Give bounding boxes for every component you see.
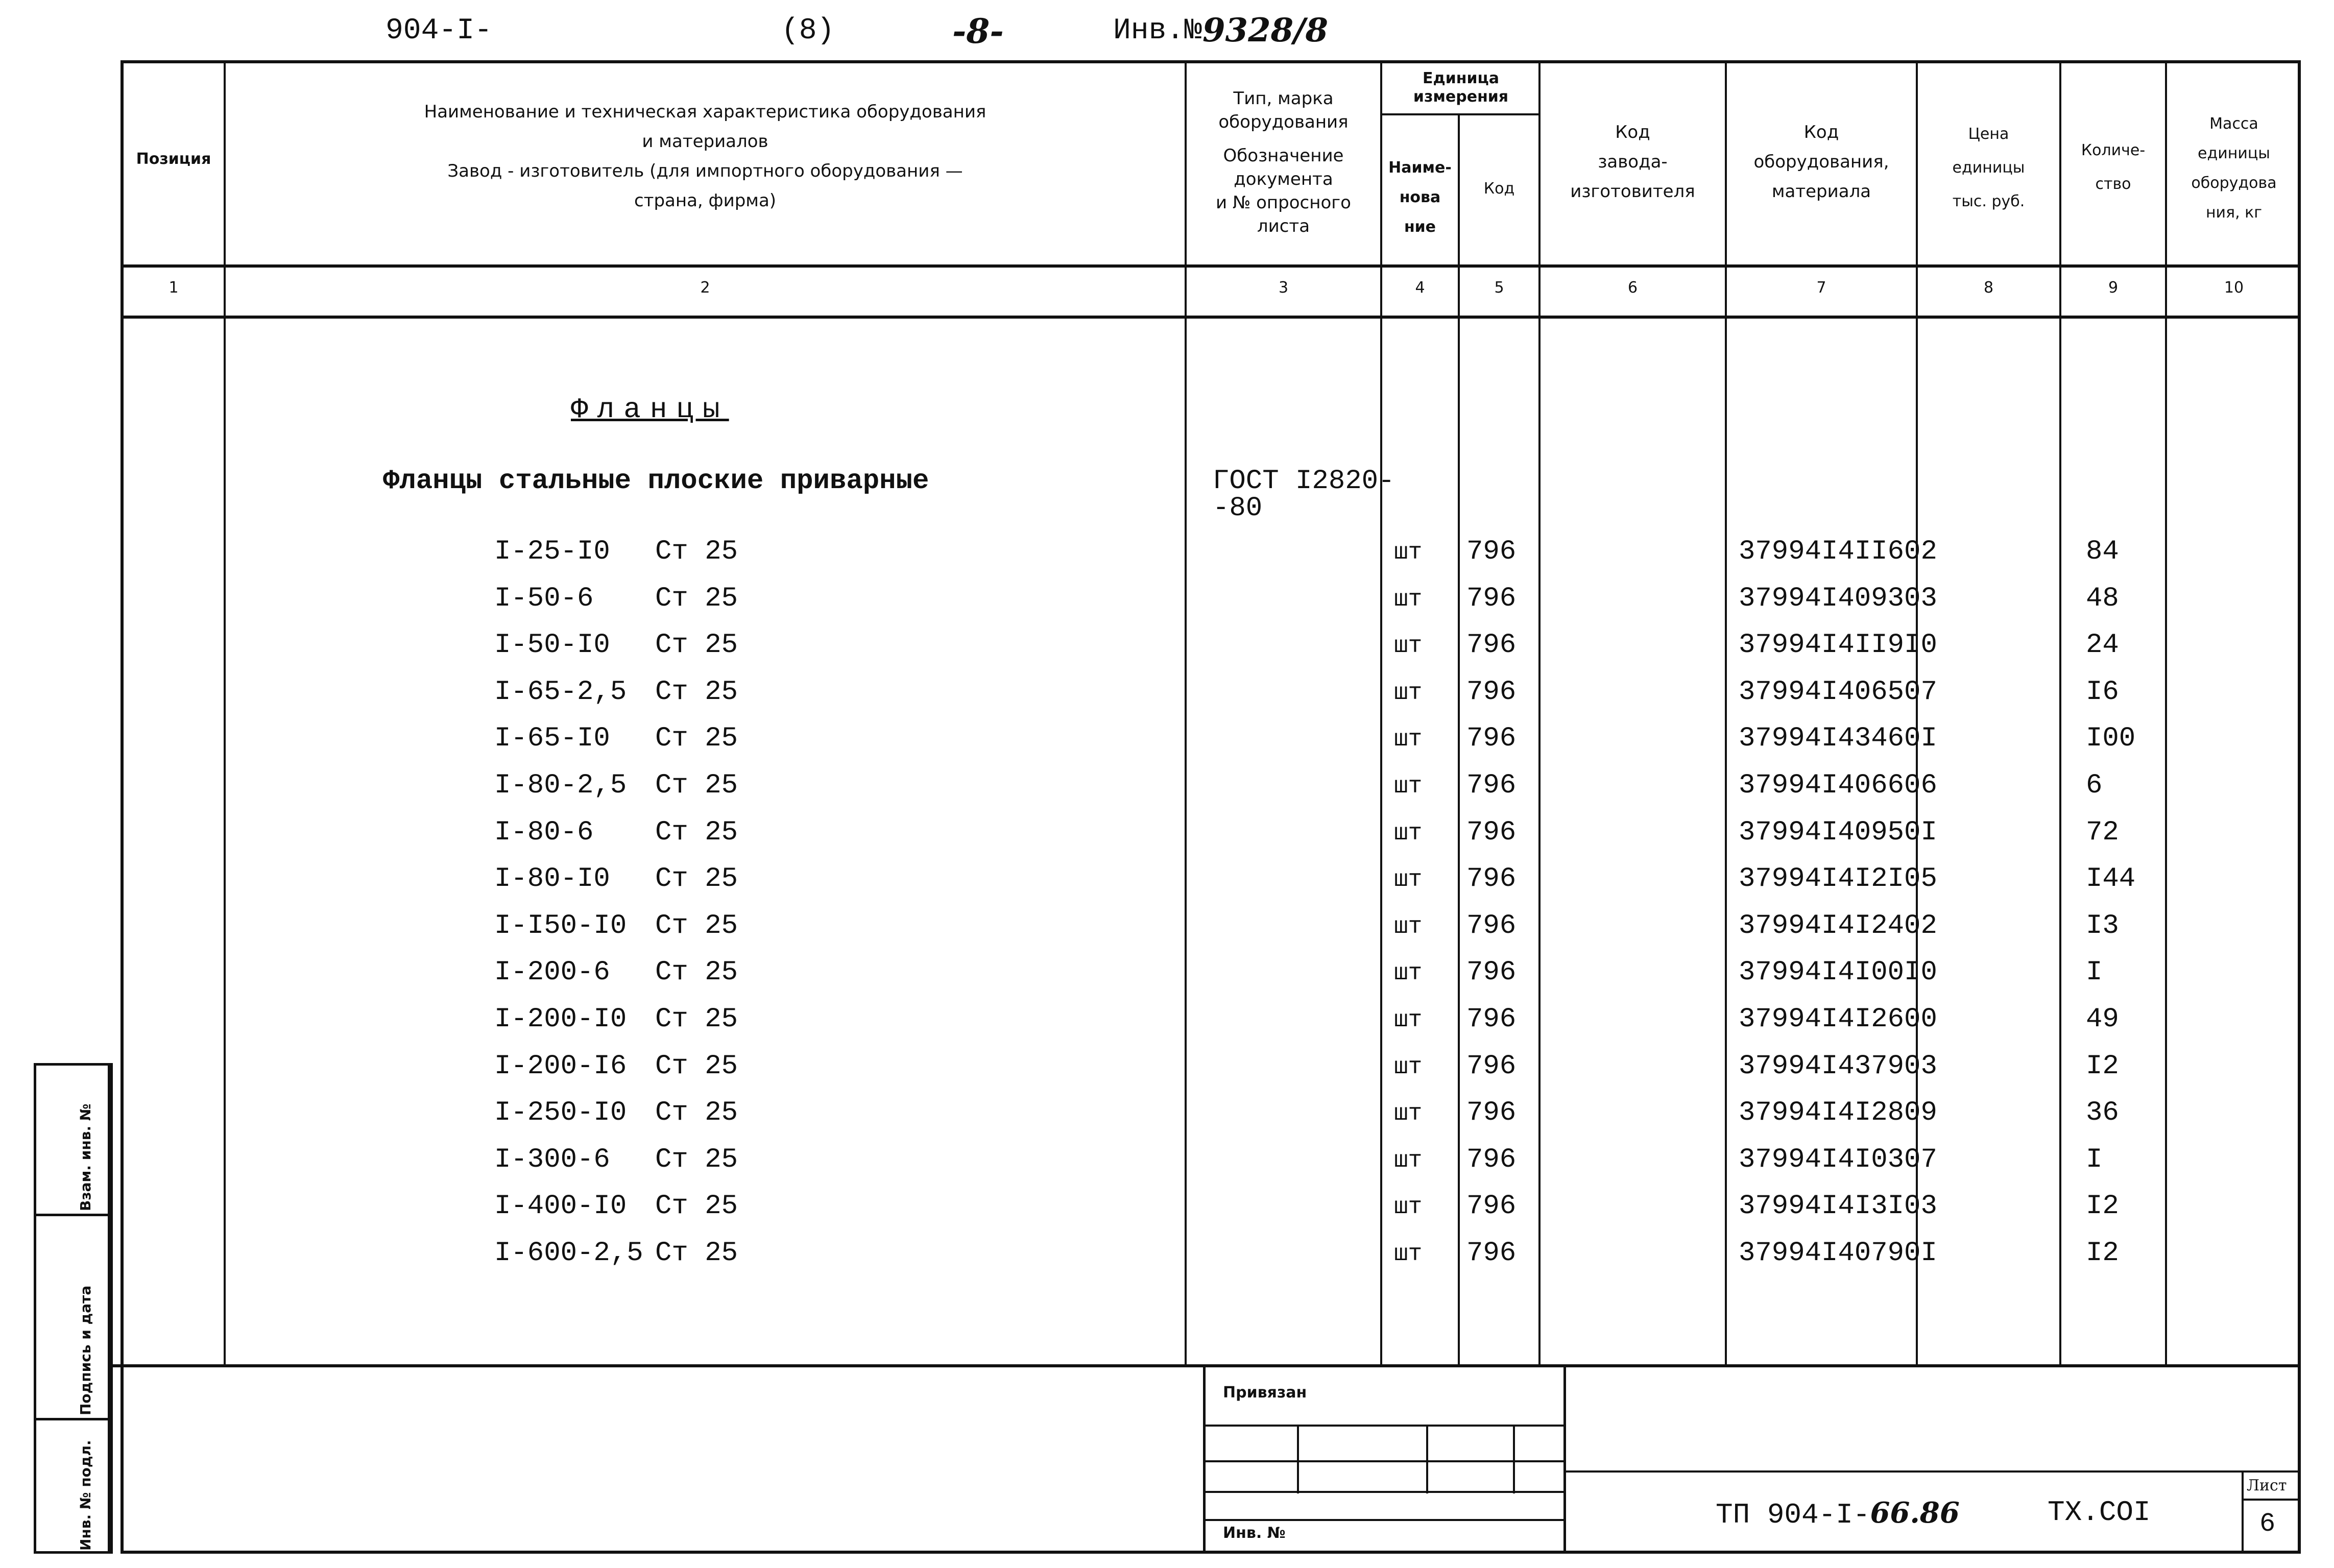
item-material: Ст 25 [655, 1097, 738, 1129]
sheet-box-rule [2242, 1470, 2244, 1554]
header-mass-line2: единицы [2198, 144, 2270, 162]
equipment-code: 37994I4II602 [1739, 536, 1937, 567]
page-number: -8- [952, 11, 1004, 51]
document-code-prefix: ТП 904-I- [1716, 1499, 1870, 1531]
title-block-rule [1563, 1470, 2301, 1473]
unit-code: 796 [1466, 816, 1517, 848]
column-number-2: 2 [700, 279, 710, 297]
header-unit-name [1382, 153, 1458, 242]
header-factory-code-line1: Код [1615, 122, 1650, 142]
table-row [0, 1238, 2334, 1285]
attached-label: Привязан [1223, 1384, 1307, 1402]
header-unit-group-line1: Единица [1423, 69, 1499, 87]
header-unit-code: Код [1483, 180, 1515, 198]
unit-name: шт [1394, 913, 1423, 940]
item-name: I-200-I6 [494, 1050, 627, 1082]
equipment-code: 37994I4I3I03 [1739, 1191, 1937, 1222]
inventory-label: Инв.№ [1113, 14, 1202, 47]
header-unit-name-line1: Наиме- [1388, 159, 1452, 177]
header-type-line2: оборудования [1218, 112, 1349, 132]
item-name: I-80-I0 [494, 863, 610, 895]
item-name: I-80-2,5 [494, 770, 627, 801]
equipment-code: 37994I40950I [1739, 816, 1937, 848]
item-material: Ст 25 [655, 723, 738, 755]
table-row [0, 863, 2334, 910]
quantity: 24 [2086, 630, 2119, 661]
table-row [0, 723, 2334, 770]
header-name-line3: Завод - изготовитель (для импортного оборудования — [447, 161, 963, 181]
section-subtitle: Фланцы стальные плоские приварные [383, 466, 929, 497]
unit-code: 796 [1466, 957, 1517, 988]
item-material: Ст 25 [655, 583, 738, 614]
unit-name: шт [1394, 773, 1423, 800]
header-type-line5: и № опросного [1216, 192, 1351, 213]
header-position: Позиция [136, 150, 211, 168]
sheet-label: Лист [2247, 1477, 2287, 1494]
quantity: 36 [2086, 1097, 2119, 1129]
series-code: 904-I- [386, 14, 492, 47]
header-bottom-rule [121, 264, 2301, 268]
header-price [1918, 117, 2059, 219]
header-type-line4: документа [1234, 169, 1333, 189]
item-name: I-I50-I0 [494, 910, 627, 942]
header-equipment-code [1727, 117, 1916, 206]
item-material: Ст 25 [655, 630, 738, 661]
item-material: Ст 25 [655, 863, 738, 895]
quantity: I00 [2086, 723, 2136, 755]
stamp-rule-4 [1203, 1519, 1563, 1521]
item-name: I-50-6 [494, 583, 594, 614]
item-name: I-50-I0 [494, 630, 610, 661]
header-equipment-code-line2: оборудования, [1753, 152, 1889, 172]
column-number-8: 8 [1983, 279, 1994, 297]
item-name: I-65-2,5 [494, 676, 627, 708]
equipment-code: 37994I4I2I05 [1739, 863, 1937, 895]
item-name: I-80-6 [494, 816, 594, 848]
document-code-handwritten: 66.86 [1870, 1496, 1960, 1530]
table-row [0, 770, 2334, 817]
equipment-code: 37994I437903 [1739, 1050, 1937, 1082]
table-row [0, 536, 2334, 583]
item-material: Ст 25 [655, 770, 738, 801]
quantity: 49 [2086, 1004, 2119, 1035]
unit-name: шт [1394, 633, 1423, 660]
unit-code: 796 [1466, 1004, 1517, 1035]
standard-line2: -80 [1213, 493, 1263, 524]
header-factory-code-line3: изготовителя [1570, 181, 1695, 202]
unit-name: шт [1394, 1053, 1423, 1080]
table-row [0, 630, 2334, 677]
left-strip-signature [34, 1214, 110, 1420]
stamp-rule-3 [1203, 1491, 1563, 1493]
inventory-number: 9328/8 [1202, 11, 1329, 50]
unit-group-rule [1380, 113, 1539, 115]
item-name: I-65-I0 [494, 723, 610, 755]
item-name: I-300-6 [494, 1144, 610, 1175]
unit-name: шт [1394, 726, 1423, 753]
unit-code: 796 [1466, 863, 1517, 895]
body-bottom-rule [112, 1364, 2301, 1367]
unit-code: 796 [1466, 1144, 1517, 1175]
equipment-code: 37994I409303 [1739, 583, 1937, 614]
header-unit-group-line2: измерения [1413, 88, 1509, 106]
item-name: I-600-2,5 [494, 1238, 643, 1269]
standard-line1: ГОСТ I2820- [1213, 466, 1395, 497]
column-number-rule [121, 316, 2301, 319]
unit-code: 796 [1466, 676, 1517, 708]
unit-name: шт [1394, 1194, 1423, 1221]
column-number-1: 1 [169, 279, 179, 297]
item-name: I-400-I0 [494, 1191, 627, 1222]
stamp-left-rule [1203, 1364, 1206, 1554]
column-number-7: 7 [1816, 279, 1826, 297]
table-row [0, 910, 2334, 957]
item-material: Ст 25 [655, 1144, 738, 1175]
stamp-inner-rule-1 [1297, 1425, 1299, 1493]
item-material: Ст 25 [655, 1050, 738, 1082]
header-price-line1: Цена [1968, 125, 2009, 143]
quantity: I2 [2086, 1191, 2119, 1222]
header-quantity-line2: ство [2095, 175, 2131, 193]
item-material: Ст 25 [655, 816, 738, 848]
quantity: I44 [2086, 863, 2136, 895]
left-strip-edge [110, 1063, 113, 1554]
header-unit-group [1382, 69, 1539, 106]
header-equipment-code-line3: материала [1771, 181, 1871, 202]
unit-name: шт [1394, 539, 1423, 566]
unit-code: 796 [1466, 583, 1517, 614]
header-type-line1: Тип, марка [1233, 88, 1334, 109]
sheet-box-mid-rule [2242, 1499, 2301, 1501]
unit-code: 796 [1466, 1238, 1517, 1269]
quantity: 6 [2086, 770, 2103, 801]
unit-name: шт [1394, 586, 1423, 613]
header-name-line1: Наименование и техническая характеристика оборудования [424, 102, 986, 122]
item-name: I-200-I0 [494, 1004, 627, 1035]
unit-name: шт [1394, 679, 1423, 706]
item-material: Ст 25 [655, 536, 738, 567]
table-row [0, 677, 2334, 723]
equipment-code: 37994I406606 [1739, 770, 1937, 801]
header-mass [2167, 109, 2301, 228]
table-row [0, 957, 2334, 1004]
unit-code: 796 [1466, 1191, 1517, 1222]
stamp-rule-2 [1203, 1460, 1563, 1462]
quantity: 72 [2086, 816, 2119, 848]
quantity: I [2086, 1144, 2103, 1175]
header-mass-line1: Масса [2209, 115, 2258, 133]
column-number-9: 9 [2108, 279, 2119, 297]
left-strip-original [34, 1418, 110, 1554]
unit-code: 796 [1466, 910, 1517, 942]
section-title: Фланцы [571, 393, 729, 426]
item-material: Ст 25 [655, 1238, 738, 1269]
header-unit-name-line2: нова [1399, 188, 1441, 206]
header-quantity [2061, 134, 2165, 201]
quantity: I6 [2086, 676, 2119, 708]
header-unit-name-line3: ние [1404, 218, 1436, 236]
item-material: Ст 25 [655, 1191, 738, 1222]
column-number-4: 4 [1415, 279, 1425, 297]
stamp-inner-rule-2 [1426, 1425, 1428, 1493]
item-name: I-250-I0 [494, 1097, 627, 1129]
header-equipment-code-line1: Код [1803, 122, 1839, 142]
table-row [0, 817, 2334, 864]
equipment-code: 37994I4I2402 [1739, 910, 1937, 942]
document-mark: ТХ.СОI [2048, 1496, 2151, 1529]
equipment-code: 37994I4I0307 [1739, 1144, 1937, 1175]
unit-code: 796 [1466, 1097, 1517, 1129]
stamp-inner-rule-3 [1513, 1425, 1515, 1493]
header-type-line6: листа [1257, 216, 1310, 236]
header-mass-line4: ния, кг [2205, 204, 2263, 222]
item-material: Ст 25 [655, 676, 738, 708]
left-strip-signature-label: Подпись и дата [77, 1285, 94, 1415]
equipment-code: 37994I4I00I0 [1739, 957, 1937, 988]
quantity: I2 [2086, 1238, 2119, 1269]
quantity: I2 [2086, 1050, 2119, 1082]
header-name-line2: и материалов [642, 131, 768, 152]
part-number: (8) [781, 14, 835, 47]
left-strip-original-label: Инв. № подл. [77, 1440, 94, 1551]
unit-name: шт [1394, 1147, 1423, 1174]
table-row [0, 1144, 2334, 1191]
unit-code: 796 [1466, 1050, 1517, 1082]
item-name: I-25-I0 [494, 536, 610, 567]
unit-name: шт [1394, 1241, 1423, 1267]
item-material: Ст 25 [655, 910, 738, 942]
unit-code: 796 [1466, 770, 1517, 801]
item-material: Ст 25 [655, 1004, 738, 1035]
stamp-right-rule [1563, 1364, 1566, 1554]
equipment-code: 37994I4I2600 [1739, 1004, 1937, 1035]
unit-name: шт [1394, 960, 1423, 987]
header-type-line3: Обозначение [1223, 146, 1344, 166]
unit-name: шт [1394, 819, 1423, 847]
header-price-line2: единицы [1952, 159, 2025, 177]
quantity: I [2086, 957, 2103, 988]
sheet-number: 6 [2259, 1509, 2276, 1539]
equipment-code: 37994I4II9I0 [1739, 630, 1937, 661]
equipment-code: 37994I40790I [1739, 1238, 1937, 1269]
table-row [0, 1097, 2334, 1144]
table-row [0, 1004, 2334, 1051]
equipment-code: 37994I406507 [1739, 676, 1937, 708]
unit-name: шт [1394, 1100, 1423, 1127]
unit-name: шт [1394, 1007, 1423, 1033]
item-material: Ст 25 [655, 957, 738, 988]
column-number-10: 10 [2224, 279, 2244, 297]
unit-code: 796 [1466, 630, 1517, 661]
header-name [226, 97, 1185, 215]
column-number-6: 6 [1627, 279, 1638, 297]
table-row [0, 1191, 2334, 1238]
header-factory-code-line2: завода- [1598, 152, 1668, 172]
header-name-line4: страна, фирма) [634, 190, 777, 211]
column-number-5: 5 [1494, 279, 1504, 297]
stamp-rule-1 [1203, 1425, 1563, 1427]
document-code [1716, 1496, 1960, 1531]
item-name: I-200-6 [494, 957, 610, 988]
table-row [0, 1051, 2334, 1098]
quantity: I3 [2086, 910, 2119, 942]
table-row [0, 583, 2334, 630]
unit-code: 796 [1466, 723, 1517, 755]
left-strip-replace [34, 1063, 110, 1216]
header-quantity-line1: Количе- [2081, 141, 2146, 159]
inv-no-label: Инв. № [1223, 1524, 1286, 1542]
header-price-line3: тыс. руб. [1952, 192, 2025, 210]
header-factory-code [1541, 117, 1725, 206]
left-strip-replace-label: Взам. инв. № [77, 1103, 94, 1211]
quantity: 48 [2086, 583, 2119, 614]
unit-name: шт [1394, 866, 1423, 894]
header-mass-line3: оборудова [2191, 174, 2277, 192]
unit-code: 796 [1466, 536, 1517, 567]
quantity: 84 [2086, 536, 2119, 567]
equipment-code: 37994I4I2809 [1739, 1097, 1937, 1129]
header-type [1187, 87, 1380, 238]
equipment-code: 37994I43460I [1739, 723, 1937, 755]
column-number-3: 3 [1278, 279, 1289, 297]
